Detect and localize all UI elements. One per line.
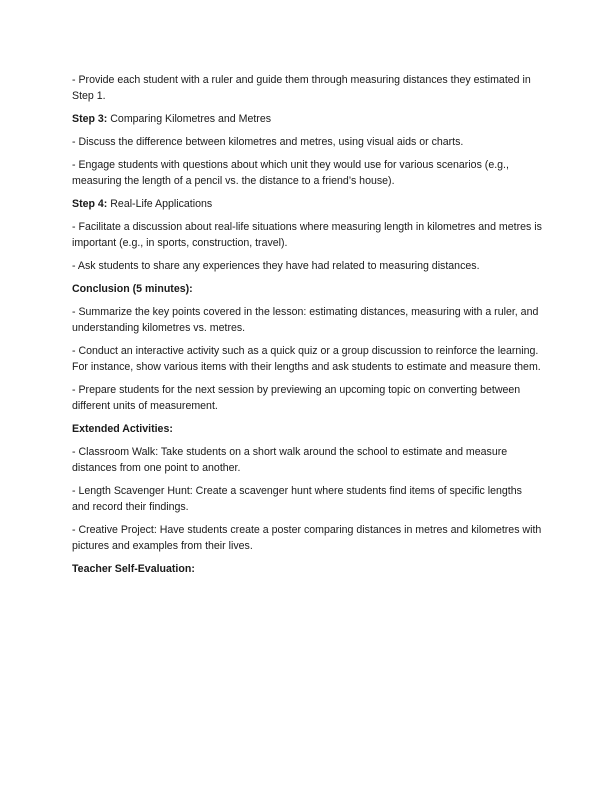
paragraph-provide-ruler: - Provide each student with a ruler and guide them through measuring distances they estimated in Step 1.: [72, 74, 531, 102]
paragraph-discuss-difference: - Discuss the difference between kilometres and metres, using visual aids or charts.: [72, 136, 464, 148]
step-3-label: Step 3:: [72, 113, 108, 125]
step-3-title: Comparing Kilometres and Metres: [107, 113, 272, 125]
conclusion-heading: Conclusion (5 minutes):: [72, 283, 193, 295]
paragraph-classroom-walk: - Classroom Walk: Take students on a short walk around the school to estimate and measure distances from one point to another.: [72, 446, 508, 474]
paragraph-scavenger-hunt: - Length Scavenger Hunt: Create a scavenger hunt where students find items of specific lengths and record their findings.: [72, 485, 522, 513]
paragraph-facilitate-discussion: - Facilitate a discussion about real-life situations where measuring length in kilometres and metres is important (e.g., in sports, construction, travel).: [72, 221, 542, 249]
paragraph-summarize: - Summarize the key points covered in the lesson: estimating distances, measuring with a ruler, and understanding kilometres vs. metres.: [72, 306, 539, 334]
document-page: [72, 72, 542, 584]
extended-activities-heading: Extended Activities:: [72, 423, 173, 435]
step-4-heading: [72, 196, 542, 212]
paragraph-share-experiences: - Ask students to share any experiences they have had related to measuring distances.: [72, 260, 480, 272]
step-4-label: Step 4:: [72, 198, 108, 210]
teacher-self-evaluation-heading: Teacher Self-Evaluation:: [72, 563, 195, 575]
paragraph-prepare-next-session: - Prepare students for the next session by previewing an upcoming topic on converting between different units of measurement.: [72, 384, 521, 412]
paragraph-interactive-activity: - Conduct an interactive activity such as a quick quiz or a group discussion to reinforce the learning. For instance, show various items with their lengths and ask students to estimate and measure them.: [72, 345, 541, 373]
step-3-heading: [72, 111, 542, 127]
paragraph-engage-students: - Engage students with questions about which unit they would use for various scenarios (e.g., measuring the length of a pencil vs. the distance to a friend’s house).: [72, 159, 509, 187]
step-4-title: Real-Life Applications: [107, 198, 213, 210]
paragraph-creative-project: - Creative Project: Have students create a poster comparing distances in metres and kilometres with pictures and examples from their lives.: [72, 524, 542, 552]
